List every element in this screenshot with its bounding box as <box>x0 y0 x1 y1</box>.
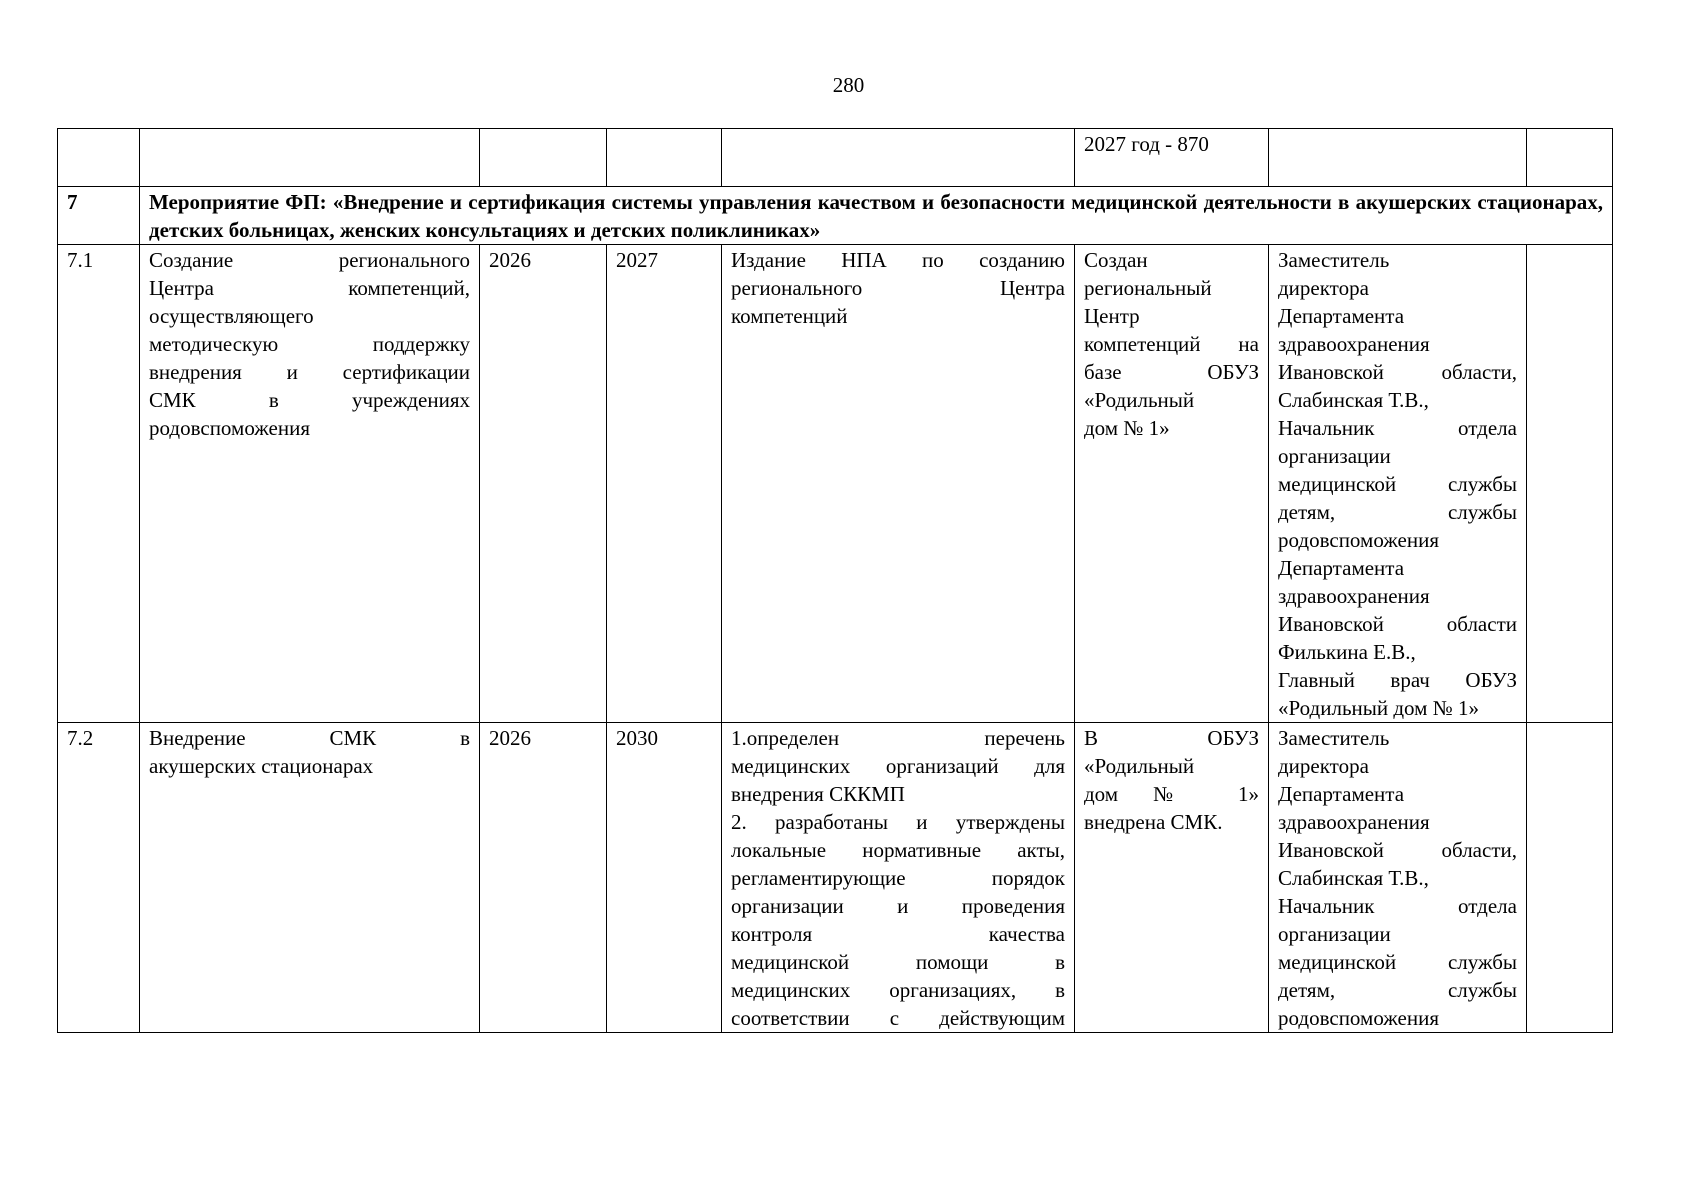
text-line: 1.определен перечень <box>731 726 1065 750</box>
table-row-section-7 <box>58 187 1613 245</box>
text-line: 2. разработаны и утверждены <box>731 810 1065 834</box>
text-line: Главный врач ОБУЗ <box>1278 668 1517 692</box>
text-line: родовспоможения <box>1278 528 1439 552</box>
text-line: компетенций на <box>1084 332 1259 356</box>
cell-end <box>607 129 722 187</box>
text-line: компетенций <box>731 304 848 328</box>
table-row-7-1 <box>58 245 1613 723</box>
text-line: медицинских организациях, в <box>731 978 1065 1002</box>
text-line: Слабинская Т.В., <box>1278 388 1429 412</box>
responsible <box>1269 723 1527 1033</box>
text-line: Слабинская Т.В., <box>1278 866 1429 890</box>
text-line: Центр <box>1084 304 1140 328</box>
cell-extra <box>1527 723 1613 1033</box>
indicator <box>1075 723 1269 1033</box>
cell-name <box>140 129 480 187</box>
text-line: В ОБУЗ <box>1084 726 1259 750</box>
text-line: медицинской помощи в <box>731 950 1065 974</box>
text-line: родовспоможения <box>149 416 310 440</box>
cell-responsible <box>1269 129 1527 187</box>
text-line: контроля качества <box>731 922 1065 946</box>
text-line: здравоохранения <box>1278 332 1430 356</box>
text-line: Ивановской области, <box>1278 360 1517 384</box>
start-year: 2026 <box>480 245 607 723</box>
responsible <box>1269 245 1527 723</box>
text-line: внедрена СМК. <box>1084 810 1223 834</box>
text-line: Внедрение СМК в <box>149 726 470 750</box>
text-line: Департамента <box>1278 782 1405 806</box>
text-line: дом № 1» <box>1084 782 1259 806</box>
text-line: организации и проведения <box>731 894 1065 918</box>
text-line: Создан <box>1084 248 1148 272</box>
text-line: локальные нормативные акты, <box>731 838 1065 862</box>
section-title: Мероприятие ФП: «Внедрение и сертификация системы управления качеством и безопасности медицинской деятельности в акушерских стационарах, детских больницах, женских консультациях и детских поликлиниках» <box>140 187 1613 245</box>
expected-result <box>722 723 1075 1033</box>
text-line: Департамента <box>1278 304 1405 328</box>
text-line: «Родильный дом № 1» <box>1278 696 1479 720</box>
text-line: детям, службы <box>1278 978 1517 1002</box>
indicator <box>1075 245 1269 723</box>
text-line: Центра компетенций, <box>149 276 470 300</box>
text-line: регионального Центра <box>731 276 1065 300</box>
text-line: Издание НПА по созданию <box>731 248 1065 272</box>
text-line: здравоохранения <box>1278 810 1430 834</box>
row-number: 7.2 <box>58 723 140 1033</box>
end-year: 2027 <box>607 245 722 723</box>
text-line: Начальник отдела <box>1278 894 1517 918</box>
text-line: «Родильный <box>1084 388 1195 412</box>
expected-result <box>722 245 1075 723</box>
text-line: базе ОБУЗ <box>1084 360 1259 384</box>
text-line: медицинской службы <box>1278 472 1517 496</box>
activity-name <box>140 723 480 1033</box>
text-line: внедрения и сертификации <box>149 360 470 384</box>
text-line: дом № 1» <box>1084 416 1170 440</box>
cell-result <box>722 129 1075 187</box>
text-line: организации <box>1278 922 1391 946</box>
text-line: соответствии с действующим <box>731 1006 1065 1030</box>
text-line: директора <box>1278 754 1369 778</box>
text-line: Заместитель <box>1278 248 1390 272</box>
text-line: детям, службы <box>1278 500 1517 524</box>
end-year: 2030 <box>607 723 722 1033</box>
row-number: 7.1 <box>58 245 140 723</box>
start-year: 2026 <box>480 723 607 1033</box>
text-line: акушерских стационарах <box>149 754 374 778</box>
text-line: директора <box>1278 276 1369 300</box>
text-line: Департамента <box>1278 556 1405 580</box>
text-line: Филькина Е.В., <box>1278 640 1416 664</box>
page-number: 280 <box>832 73 865 97</box>
table-row-carryover <box>58 129 1613 187</box>
text-line: регламентирующие порядок <box>731 866 1065 890</box>
cell-extra <box>1527 129 1613 187</box>
cell-funding: 2027 год - 870 <box>1075 129 1269 187</box>
text-line: медицинской службы <box>1278 950 1517 974</box>
text-line: региональный <box>1084 276 1212 300</box>
cell-num <box>58 129 140 187</box>
section-number: 7 <box>58 187 140 245</box>
text-line: «Родильный <box>1084 754 1195 778</box>
activities-table <box>57 128 1613 1033</box>
text-line: Создание регионального <box>149 248 470 272</box>
cell-extra <box>1527 245 1613 723</box>
text-line: СМК в учреждениях <box>149 388 470 412</box>
text-line: медицинских организаций для <box>731 754 1065 778</box>
text-line: здравоохранения <box>1278 584 1430 608</box>
text-line: внедрения СККМП <box>731 782 905 806</box>
text-line: Ивановской области <box>1278 612 1517 636</box>
text-line: организации <box>1278 444 1391 468</box>
text-line: Заместитель <box>1278 726 1390 750</box>
cell-start <box>480 129 607 187</box>
text-line: Начальник отдела <box>1278 416 1517 440</box>
text-line: родовспоможения <box>1278 1006 1439 1030</box>
table-row-7-2 <box>58 723 1613 1033</box>
activity-name <box>140 245 480 723</box>
text-line: методическую поддержку <box>149 332 470 356</box>
text-line: Ивановской области, <box>1278 838 1517 862</box>
text-line: осуществляющего <box>149 304 314 328</box>
